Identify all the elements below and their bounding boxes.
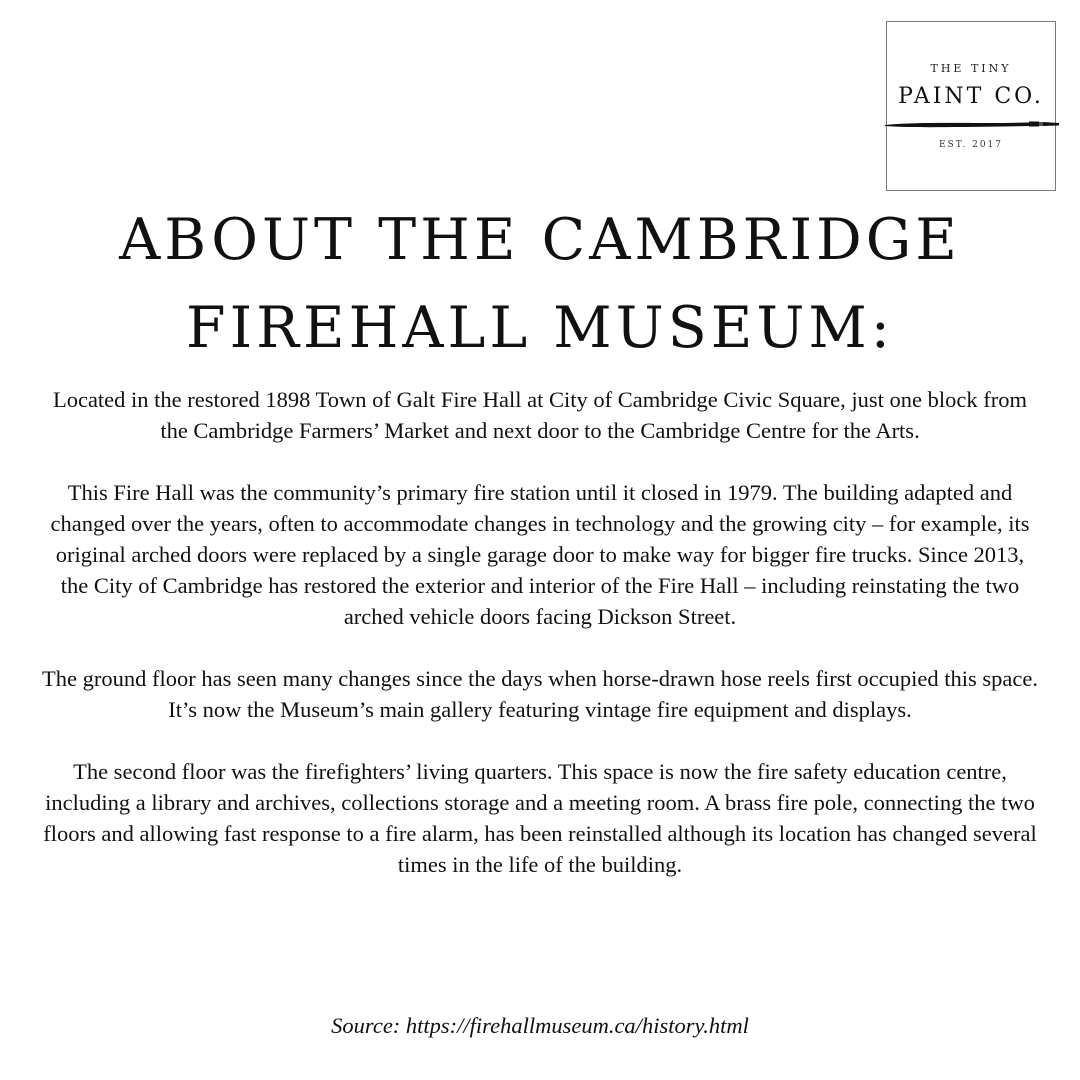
- paragraph-second-floor: The second floor was the firefighters’ living quarters. This space is now the fire safety education centre, including a library and archives, collections storage and a meeting room. A brass fire pole, connecting the two floors and allowing fast response to a fire alarm, has been reinstalled although its location has changed several times in the life of the building.: [43, 759, 1037, 877]
- paragraph-location: Located in the restored 1898 Town of Galt Fire Hall at City of Cambridge Civic Square, just one block from the Cambridge Farmers’ Market and next door to the Cambridge Centre for the Arts.: [52, 387, 1028, 443]
- article-body: [40, 384, 1040, 911]
- page-title: [40, 196, 1040, 372]
- paragraph-ground-floor: The ground floor has seen many changes since the days when horse-drawn hose reels first occupied this space. It’s now the Museum’s main gallery featuring vintage fire equipment and displays.: [42, 666, 1038, 722]
- title-line-1: ABOUT THE CAMBRIDGE: [119, 207, 961, 273]
- brand-logo: [886, 21, 1056, 191]
- logo-tagline-top: THE TINY: [930, 62, 1012, 75]
- logo-brand-name: PAINT CO.: [898, 84, 1044, 109]
- paragraph-history: This Fire Hall was the community’s primary fire station until it closed in 1979. The building adapted and changed over the years, often to accommodate changes in technology and the growing city – for example, its original arched doors were replaced by a single garage door to make way for bigger fire trucks. Since 2013, the City of Cambridge has restored the exterior and interior of the Fire Hall – including reinstating the two arched vehicle doors facing Dickson Street.: [50, 480, 1030, 629]
- source-citation: Source: https://firehallmuseum.ca/history.html: [331, 1013, 749, 1038]
- logo-established: EST. 2017: [938, 140, 1004, 150]
- title-line-2: FIREHALL MUSEUM:: [186, 295, 894, 361]
- paintbrush-icon: [883, 116, 1061, 132]
